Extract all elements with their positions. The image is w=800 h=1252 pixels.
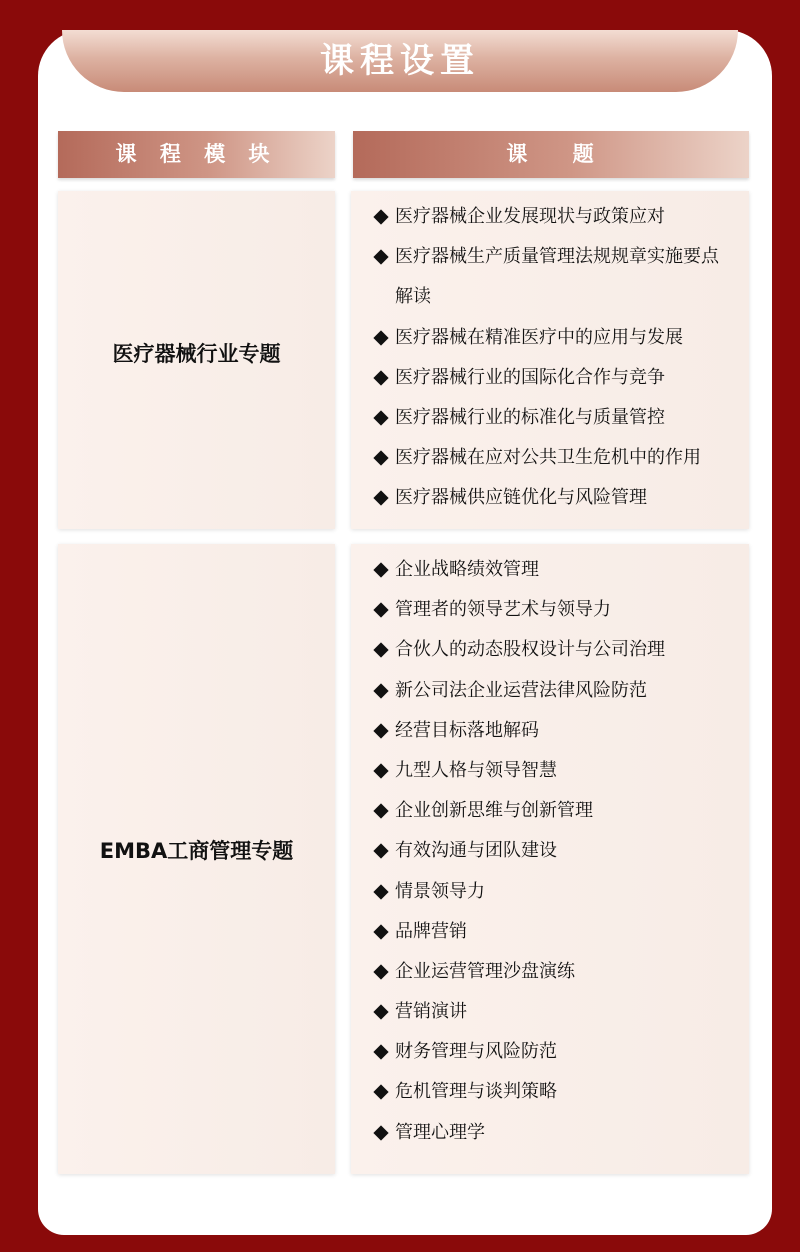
topics-cell-medical-device [351, 191, 749, 529]
diamond-bullet-icon [373, 723, 388, 738]
topic-text: 九型人格与领导智慧 [395, 759, 557, 781]
module-cell-emba [58, 544, 335, 1174]
list-item [375, 197, 725, 237]
diamond-bullet-icon [373, 603, 388, 618]
list-item [375, 831, 665, 871]
diamond-bullet-icon [373, 491, 388, 506]
list-item [375, 550, 665, 590]
module-column-header: 课 程 模 块 [58, 131, 335, 178]
diamond-bullet-icon [373, 562, 388, 577]
topic-text: 财务管理与风险防范 [395, 1041, 557, 1063]
topic-text: 企业战略绩效管理 [395, 559, 539, 580]
topic-text: 管理者的领导艺术与领导力 [395, 599, 611, 621]
list-item [375, 751, 665, 791]
list-item [375, 590, 665, 630]
diamond-bullet-icon [373, 763, 388, 778]
list-item [375, 478, 725, 518]
topic-text: 有效沟通与团队建设 [395, 840, 557, 862]
topic-text: 医疗器械生产质量管理法规规章实施要点解读 [395, 246, 719, 308]
diamond-bullet-icon [373, 1085, 388, 1100]
topics-cell-emba [351, 544, 749, 1174]
diamond-bullet-icon [373, 1045, 388, 1060]
module-name: 医疗器械行业专题 [112, 342, 281, 366]
list-item [375, 358, 725, 398]
topic-column-header: 课 题 [353, 131, 749, 178]
topic-text: 新公司法企业运营法律风险防范 [395, 679, 647, 701]
diamond-bullet-icon [373, 410, 388, 425]
page-title: 课程设置 [320, 41, 480, 81]
diamond-bullet-icon [373, 330, 388, 345]
diamond-bullet-icon [373, 250, 388, 265]
topic-text: 医疗器械供应链优化与风险管理 [395, 487, 647, 509]
diamond-bullet-icon [373, 884, 388, 899]
diamond-bullet-icon [373, 370, 388, 385]
list-item [375, 630, 665, 670]
topic-text: 企业运营管理沙盘演练 [395, 960, 575, 982]
list-item [375, 1072, 665, 1112]
list-item [375, 398, 725, 438]
topic-list [375, 550, 665, 1153]
list-item [375, 318, 725, 358]
diamond-bullet-icon [373, 209, 388, 224]
topic-list [375, 197, 725, 519]
list-item [375, 872, 665, 912]
list-item [375, 1032, 665, 1072]
diamond-bullet-icon [373, 643, 388, 658]
list-item [375, 671, 665, 711]
topic-text: 管理心理学 [395, 1121, 485, 1143]
list-item [375, 912, 665, 952]
module-name: EMBA工商管理专题 [99, 839, 294, 863]
list-item [375, 237, 725, 317]
topic-text: 医疗器械行业的标准化与质量管控 [395, 406, 665, 428]
topic-text: 医疗器械行业的国际化合作与竞争 [395, 366, 665, 388]
list-item [375, 952, 665, 992]
topic-text: 合伙人的动态股权设计与公司治理 [395, 639, 665, 661]
diamond-bullet-icon [373, 1125, 388, 1140]
list-item [375, 992, 665, 1032]
topic-text: 医疗器械在精准医疗中的应用与发展 [395, 326, 683, 348]
topic-text: 医疗器械企业发展现状与政策应对 [395, 206, 665, 227]
topic-text: 企业创新思维与创新管理 [395, 800, 593, 822]
diamond-bullet-icon [373, 803, 388, 818]
list-item [375, 1113, 665, 1153]
list-item [375, 438, 725, 478]
list-item [375, 711, 665, 751]
diamond-bullet-icon [373, 1004, 388, 1019]
diamond-bullet-icon [373, 924, 388, 939]
topic-text: 危机管理与谈判策略 [395, 1081, 557, 1103]
diamond-bullet-icon [373, 844, 388, 859]
list-item [375, 791, 665, 831]
title-banner [62, 30, 738, 92]
diamond-bullet-icon [373, 683, 388, 698]
diamond-bullet-icon [373, 451, 388, 466]
module-cell-medical-device [58, 191, 335, 529]
topic-text: 品牌营销 [395, 920, 467, 942]
topic-text: 医疗器械在应对公共卫生危机中的作用 [395, 447, 701, 469]
topic-text: 情景领导力 [395, 880, 485, 902]
diamond-bullet-icon [373, 964, 388, 979]
topic-text: 营销演讲 [395, 1001, 467, 1023]
topic-text: 经营目标落地解码 [395, 719, 539, 741]
